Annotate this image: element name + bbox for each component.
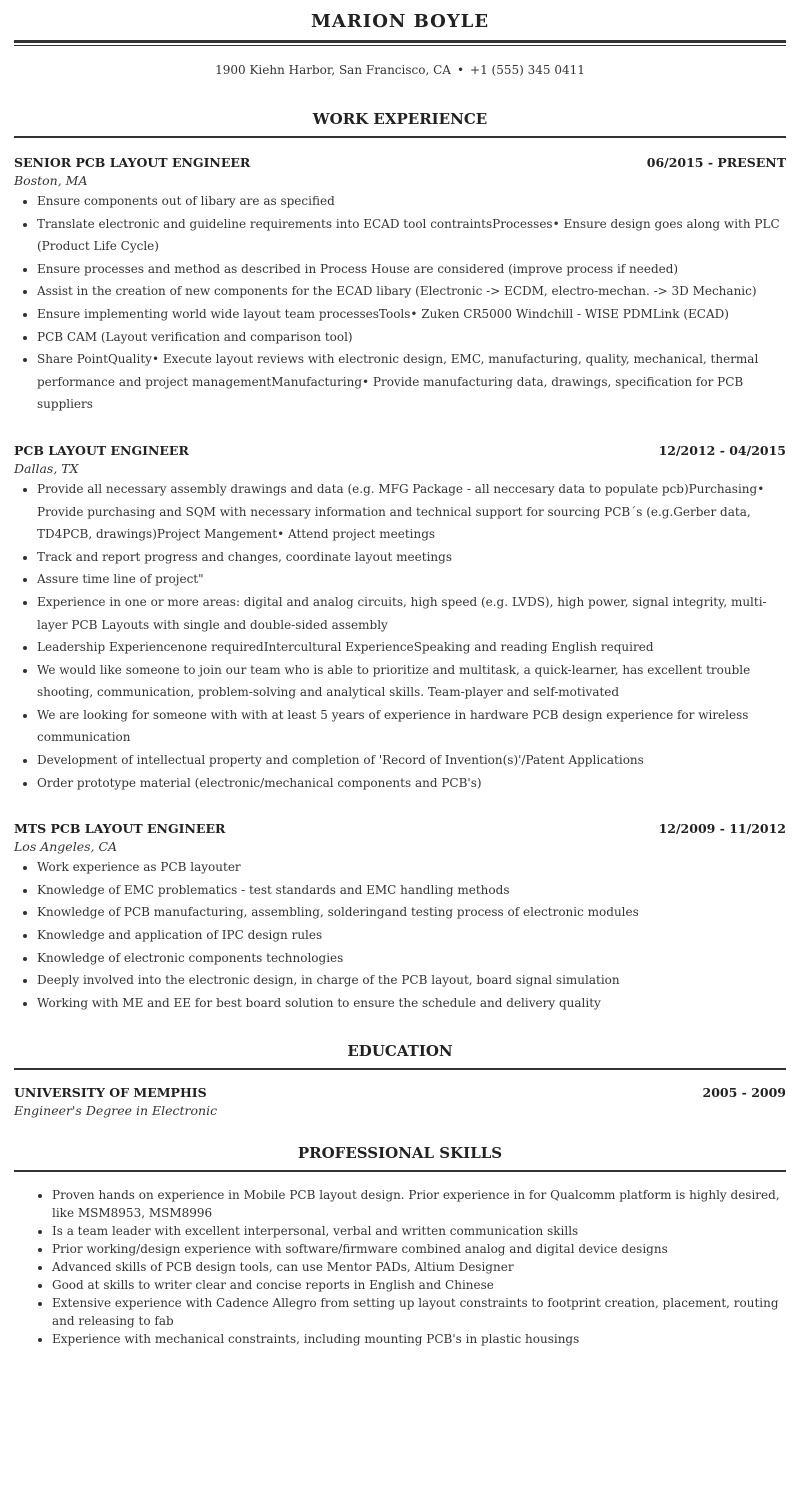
- phone: +1 (555) 345 0411: [470, 63, 585, 77]
- skills-section: [14, 1186, 786, 1348]
- job-bullets: [14, 478, 786, 794]
- job-bullet: • Ensure processes and method as described in Process House are considered (improve process if needed): [37, 258, 786, 281]
- school-name: UNIVERSITY OF MEMPHIS: [14, 1085, 207, 1101]
- skill-item: • Advanced skills of PCB design tools, can use Mentor PADs, Altium Designer: [52, 1258, 786, 1276]
- job-header: [14, 820, 786, 838]
- job-title: PCB LAYOUT ENGINEER: [14, 442, 189, 458]
- degree: Engineer's Degree in Electronic: [14, 1103, 218, 1119]
- job-bullet: • Knowledge of electronic components technologies: [37, 947, 786, 970]
- job-bullets: [14, 856, 786, 1014]
- job-bullet: • Assure time line of project": [37, 568, 786, 591]
- professional-skills-title: PROFESSIONAL SKILLS: [297, 1144, 503, 1163]
- education-rule: [14, 1068, 786, 1070]
- skill-item: • Is a team leader with excellent interpersonal, verbal and written communication skills: [52, 1222, 786, 1240]
- contact-separator: •: [456, 63, 465, 77]
- job-dates: 12/2009 - 11/2012: [658, 821, 786, 837]
- professional-skills-rule: [14, 1170, 786, 1172]
- job-header: [14, 442, 786, 460]
- job-bullet: • We would like someone to join our team who is able to prioritize and multitask, a quick-learner, has excellent trouble shooting, communication, problem-solving and analytical skills. Team-player and self-motivated: [37, 659, 786, 704]
- job-entry: [14, 154, 786, 416]
- education-entry: [14, 1084, 786, 1120]
- skill-item: • Proven hands on experience in Mobile PCB layout design. Prior experience in for Qualcomm platform is highly desired, like MSM8953, MSM8996: [52, 1186, 786, 1222]
- skill-item: • Prior working/design experience with software/firmware combined analog and digital device designs: [52, 1240, 786, 1258]
- job-dates: 06/2015 - PRESENT: [646, 155, 786, 170]
- resume-page: [14, 0, 786, 1348]
- skill-item: • Good at skills to writer clear and concise reports in English and Chinese: [52, 1276, 786, 1294]
- job-bullet: • Share PointQuality• Execute layout reviews with electronic design, EMC, manufacturing, quality, mechanical, thermal performance and project managementManufacturing• Provide manufacturing data, drawings, specification for PCB suppliers: [37, 348, 786, 416]
- header-rule-thick: [14, 40, 786, 43]
- job-bullet: • We are looking for someone with with at least 5 years of experience in hardware PCB design experience for wireless communication: [37, 704, 786, 749]
- job-bullet: • Assist in the creation of new components for the ECAD libary (Electronic -> ECDM, electro-mechan. -> 3D Mechanic): [37, 280, 786, 303]
- education-dates: 2005 - 2009: [702, 1085, 786, 1101]
- job-bullet: • Experience in one or more areas: digital and analog circuits, high speed (e.g. LVDS), high power, signal integrity, multi-layer PCB Layouts with single and double-sided assembly: [37, 591, 786, 636]
- header-rule-thin: [14, 45, 786, 46]
- job-header: [14, 154, 786, 172]
- job-entry: [14, 820, 786, 1014]
- contact-line: [14, 62, 786, 78]
- work-experience-title: WORK EXPERIENCE: [312, 110, 488, 128]
- job-bullet: • Working with ME and EE for best board solution to ensure the schedule and delivery quality: [37, 992, 786, 1015]
- job-bullet: • Track and report progress and changes, coordinate layout meetings: [37, 546, 786, 569]
- job-bullet: • Order prototype material (electronic/mechanical components and PCB's): [37, 772, 786, 795]
- skill-item: • Extensive experience with Cadence Allegro from setting up layout constraints to footprint creation, placement, routing and releasing to fab: [52, 1294, 786, 1330]
- job-bullet: • Ensure implementing world wide layout team processesTools• Zuken CR5000 Windchill - WISE PDMLink (ECAD): [37, 303, 786, 326]
- job-location: Boston, MA: [14, 173, 88, 188]
- skills-list: [14, 1186, 786, 1348]
- candidate-name: MARION BOYLE: [310, 11, 490, 32]
- job-bullet: • PCB CAM (Layout verification and comparison tool): [37, 326, 786, 349]
- education-title: EDUCATION: [347, 1042, 453, 1061]
- job-bullet: • Deeply involved into the electronic design, in charge of the PCB layout, board signal simulation: [37, 969, 786, 992]
- job-bullet: • Knowledge and application of IPC design rules: [37, 924, 786, 947]
- job-bullet: • Work experience as PCB layouter: [37, 856, 786, 879]
- job-entry: [14, 442, 786, 794]
- job-bullet: • Provide all necessary assembly drawings and data (e.g. MFG Package - all neccesary data to populate pcb)Purchasing• Provide purchasing and SQM with necessary information and technical support for sourcing PCB´s (e.g.Gerber data, TD4PCB, drawings)Project Mangement• Attend project meetings: [37, 478, 786, 546]
- job-bullet: • Development of intellectual property and completion of 'Record of Invention(s)'/Patent Applications: [37, 749, 786, 772]
- education-header: [14, 1084, 786, 1102]
- job-bullet: • Knowledge of EMC problematics - test standards and EMC handling methods: [37, 879, 786, 902]
- job-location: Dallas, TX: [14, 460, 79, 476]
- job-bullet: • Knowledge of PCB manufacturing, assembling, solderingand testing process of electronic modules: [37, 901, 786, 924]
- job-bullets: [14, 190, 786, 416]
- work-experience-rule: [14, 136, 786, 138]
- skill-item: • Experience with mechanical constraints, including mounting PCB's in plastic housings: [52, 1330, 786, 1348]
- job-title: MTS PCB LAYOUT ENGINEER: [14, 821, 226, 837]
- job-bullet: • Translate electronic and guideline requirements into ECAD tool contraintsProcesses• Ensure design goes along with PLC (Product Life Cycle): [37, 213, 786, 258]
- job-bullet: • Leadership Experiencenone requiredIntercultural ExperienceSpeaking and reading English required: [37, 636, 786, 659]
- job-dates: 12/2012 - 04/2015: [658, 442, 786, 458]
- address: 1900 Kiehn Harbor, San Francisco, CA: [215, 63, 451, 77]
- job-title: SENIOR PCB LAYOUT ENGINEER: [14, 155, 251, 170]
- job-bullet: • Ensure components out of libary are as specified: [37, 190, 786, 213]
- job-location: Los Angeles, CA: [14, 839, 118, 855]
